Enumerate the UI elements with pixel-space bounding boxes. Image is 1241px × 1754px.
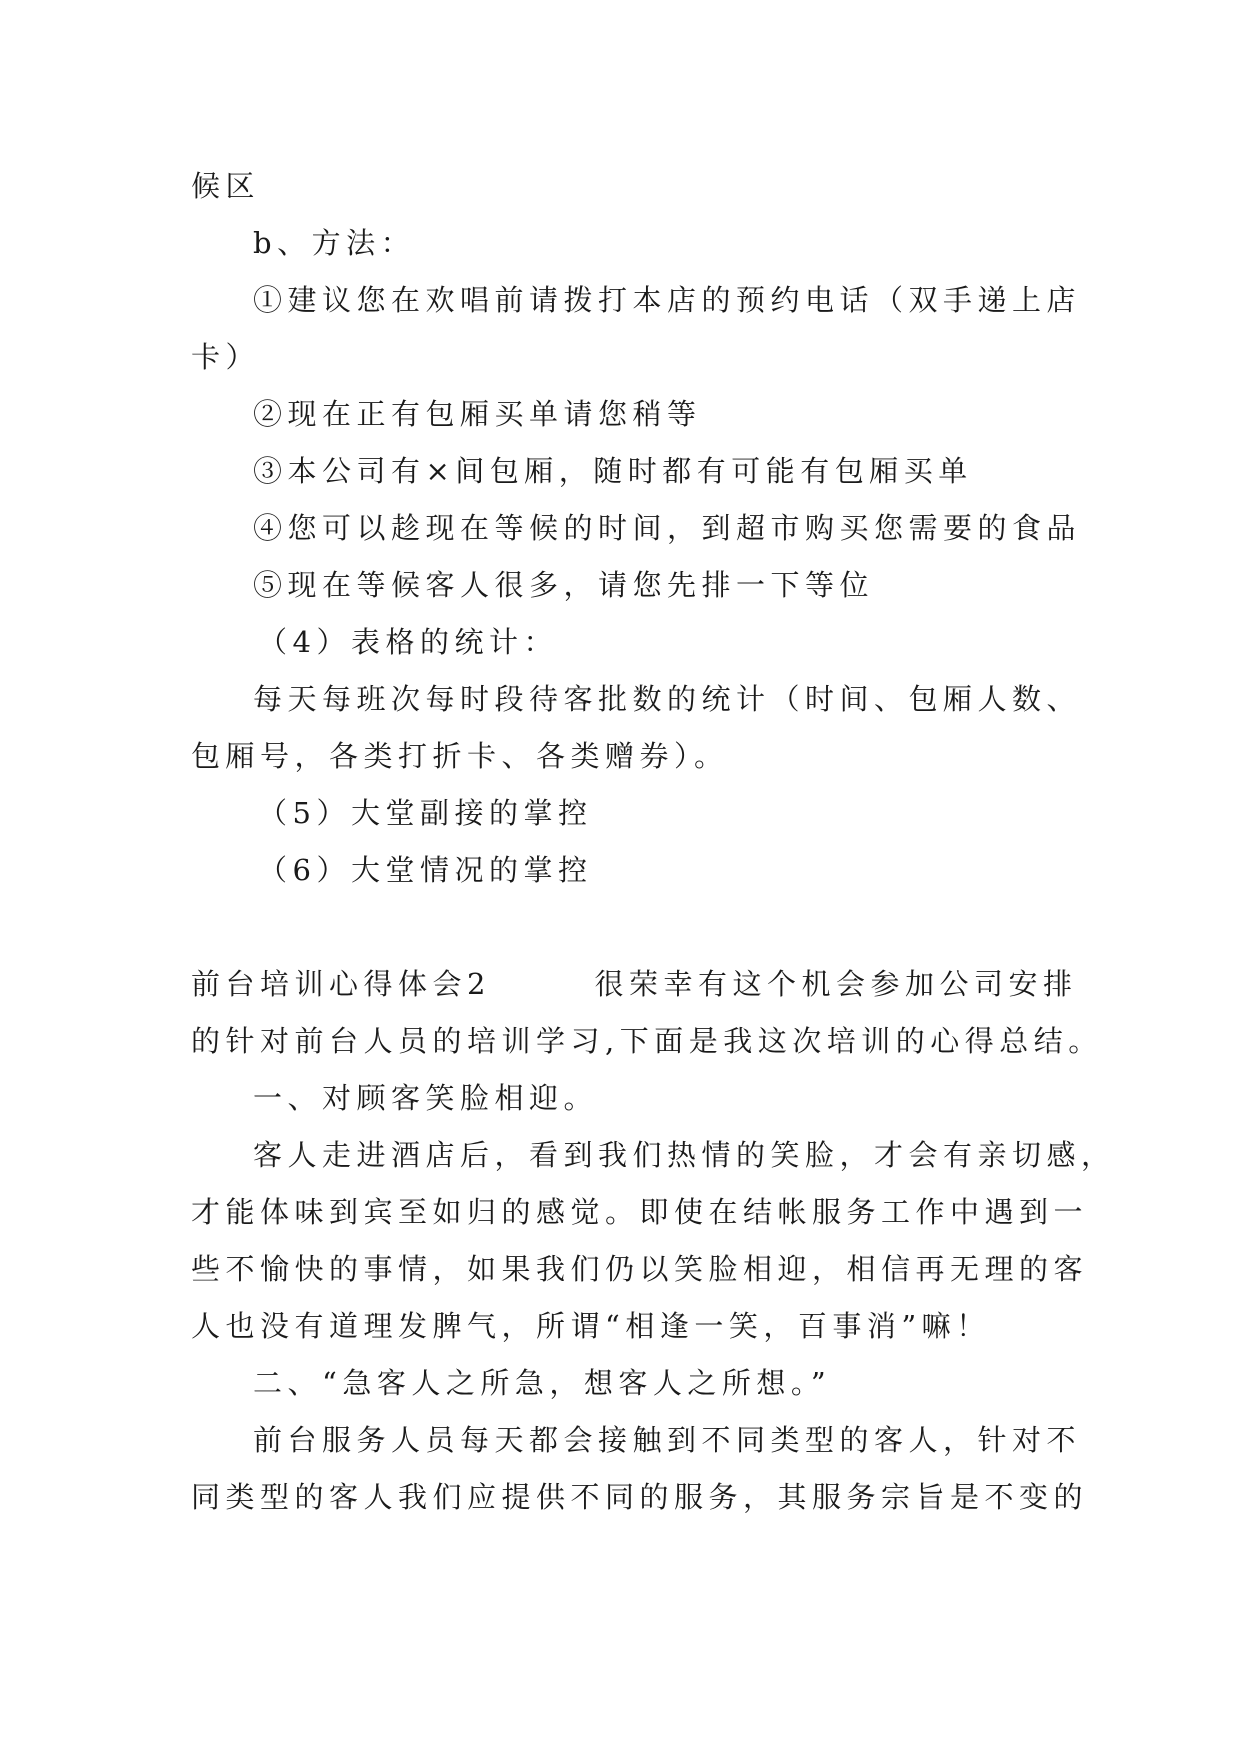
section-heading: （5）大堂副接的掌控 xyxy=(258,796,593,830)
paragraph-line: 包厢号，各类打折卡、各类赠券）。 xyxy=(191,739,729,773)
list-item: ②现在正有包厢买单请您稍等 xyxy=(253,397,702,431)
paragraph-line: 才能体味到宾至如归的感觉。即使在结帐服务工作中遇到一 xyxy=(191,1195,1089,1229)
paragraph-line: 些不愉快的事情，如果我们仍以笑脸相迎，相信再无理的客 xyxy=(191,1252,1089,1286)
text-line: 候区 xyxy=(191,169,261,203)
list-item: ⑤现在等候客人很多，请您先排一下等位 xyxy=(253,568,875,602)
list-item: ④您可以趁现在等候的时间，到超市购买您需要的食品 xyxy=(253,511,1082,545)
section-heading: 二、“急客人之所急，想客人之所想。” xyxy=(253,1366,832,1400)
article-title-line: 前台培训心得体会2 很荣幸有这个机会参加公司安排 xyxy=(191,967,1078,1001)
section-heading-method: b、方法： xyxy=(253,226,416,260)
paragraph-line: 客人走进酒店后，看到我们热情的笑脸，才会有亲切感， xyxy=(253,1138,1116,1172)
section-heading: 一、对顾客笑脸相迎。 xyxy=(253,1081,599,1115)
section-heading: （6）大堂情况的掌控 xyxy=(258,853,593,887)
paragraph-line: 同类型的客人我们应提供不同的服务，其服务宗旨是不变的 xyxy=(191,1480,1089,1514)
paragraph-line: 的针对前台人员的培训学习,下面是我这次培训的心得总结。 xyxy=(191,1024,1103,1058)
section-heading: （4）表格的统计： xyxy=(258,625,558,659)
paragraph-line: 人也没有道理发脾气，所谓“相逢一笑，百事消”嘛！ xyxy=(191,1309,991,1343)
paragraph-line: 每天每班次每时段待客批数的统计（时间、包厢人数、 xyxy=(253,682,1082,716)
text-line: 卡） xyxy=(191,340,261,374)
list-item: ③本公司有×间包厢，随时都有可能有包厢买单 xyxy=(253,454,973,488)
list-item: ①建议您在欢唱前请拨打本店的预约电话（双手递上店 xyxy=(253,283,1082,317)
paragraph-line: 前台服务人员每天都会接触到不同类型的客人，针对不 xyxy=(253,1423,1082,1457)
